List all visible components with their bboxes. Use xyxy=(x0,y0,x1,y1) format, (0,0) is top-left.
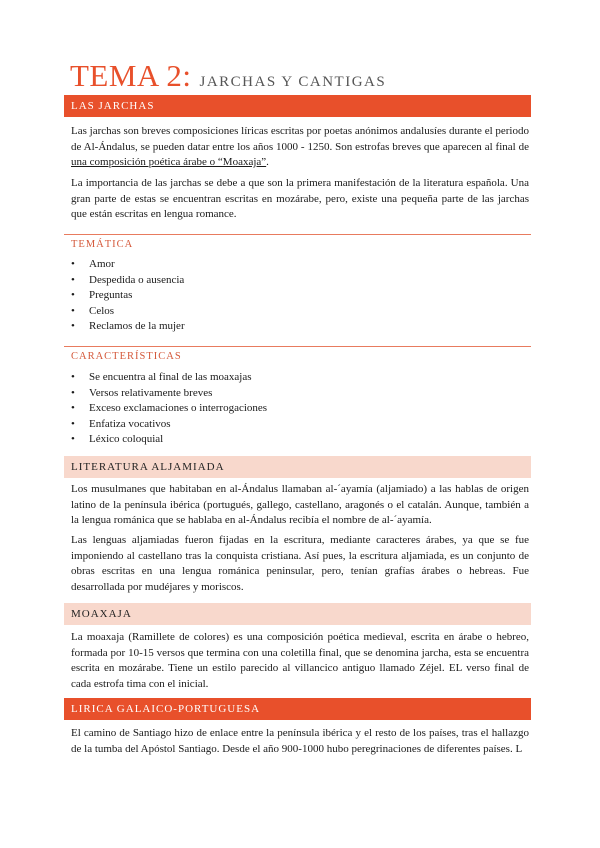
list-item: • Versos relativamente breves xyxy=(71,386,213,399)
aljamiada-paragraph-2: Las lenguas aljamiadas fueron fijadas en la escritura, mediante caracteres árabes, ya que se fue imponiendo al castellano tras la conquista cristiana. Así pues, la escritura aljamiada, es un conjunto de obras escritas en una lengua románica peninsular, pero, tenían grafías árabes o hebreas. Fue desarrollada por mudéjares y moriscos. xyxy=(71,534,529,593)
list-item: • Reclamos de la mujer xyxy=(71,320,185,332)
subheading-caracteristicas: CARACTERÍSTICAS xyxy=(71,351,182,362)
jarchas-p1-end: . xyxy=(266,156,269,168)
list-item: • Se encuentra al final de las moaxajas xyxy=(71,371,252,383)
list-item: • Preguntas xyxy=(71,289,133,301)
list-item: • Léxico coloquial xyxy=(71,433,164,445)
moaxaja-paragraph: La moaxaja (Ramillete de colores) es una composición poética medieval, escrita en árabe o hebreo, formada por 10-15 versos que termina con una coletilla final, que se denomina jarcha, esta se encuentra escrita en mozárabe. Tiene un estilo parecido al villancico antiguo llamado Zéjel. EL verso final de cada estrofa tima con el inicial. xyxy=(71,631,529,690)
divider-caracteristicas xyxy=(64,346,531,347)
title-main: TEMA 2: xyxy=(70,58,192,93)
list-item: • Despedida o ausencia xyxy=(71,273,185,286)
section-heading-jarchas: LAS JARCHAS xyxy=(64,95,531,117)
jarchas-paragraph-2: La importancia de las jarchas se debe a que son la primera manifestación de la literatura española. Una gran parte de estas se encuentran escritas en mozárabe, pero, existe una pequeña parte de las jarchas que están escritas en lengua romance. xyxy=(71,177,529,220)
list-item: • Exceso exclamaciones o interrogaciones xyxy=(71,402,268,414)
subheading-tematica: TEMÁTICA xyxy=(71,239,134,250)
caracteristicas-list xyxy=(71,370,267,448)
aljamiada-paragraph-1: Los musulmanes que habitaban en al-Ándalus llamaban al-´ayamía (aljamiado) a las hablas de origen latino de la península ibérica (portugués, gallego, castellano, aragonés o el catalán. Aunque, también a la lengua románica que se hablaba en al-Ándalus recibía el nombre de al-´ayamía. xyxy=(71,483,529,526)
section-heading-moaxaja: MOAXAJA xyxy=(64,603,531,625)
jarchas-p1-text: Las jarchas son breves composiciones líricas escritas por poetas anónimos andalusíes durante el periodo de Al-Ándalus, se pueden datar entre los años 1000 - 1250. Son estrofas breves que aparecen al final de xyxy=(71,125,529,153)
section-heading-lirica: LIRICA GALAICO-PORTUGUESA xyxy=(64,698,531,720)
moaxaja-underlined-text: una composición poética árabe o “Moaxaja” xyxy=(71,156,267,168)
list-item: • Amor xyxy=(71,258,115,270)
list-item: • Enfatiza vocativos xyxy=(71,417,171,430)
divider-tematica xyxy=(64,234,531,235)
title-sub: JARCHAS Y CANTIGAS xyxy=(199,74,387,90)
tematica-list xyxy=(71,257,185,335)
list-item: • Celos xyxy=(71,304,115,317)
page-title xyxy=(70,58,386,94)
section-heading-aljamiada: LITERATURA ALJAMIADA xyxy=(64,456,531,478)
jarchas-paragraph-1 xyxy=(71,124,529,171)
lirica-paragraph: El camino de Santiago hizo de enlace entre la península ibérica y el resto de los países, tras el hallazgo de la tumba del Apóstol Santiago. Desde el año 900-1000 hubo peregrinaciones de diferentes países. L xyxy=(71,727,529,755)
